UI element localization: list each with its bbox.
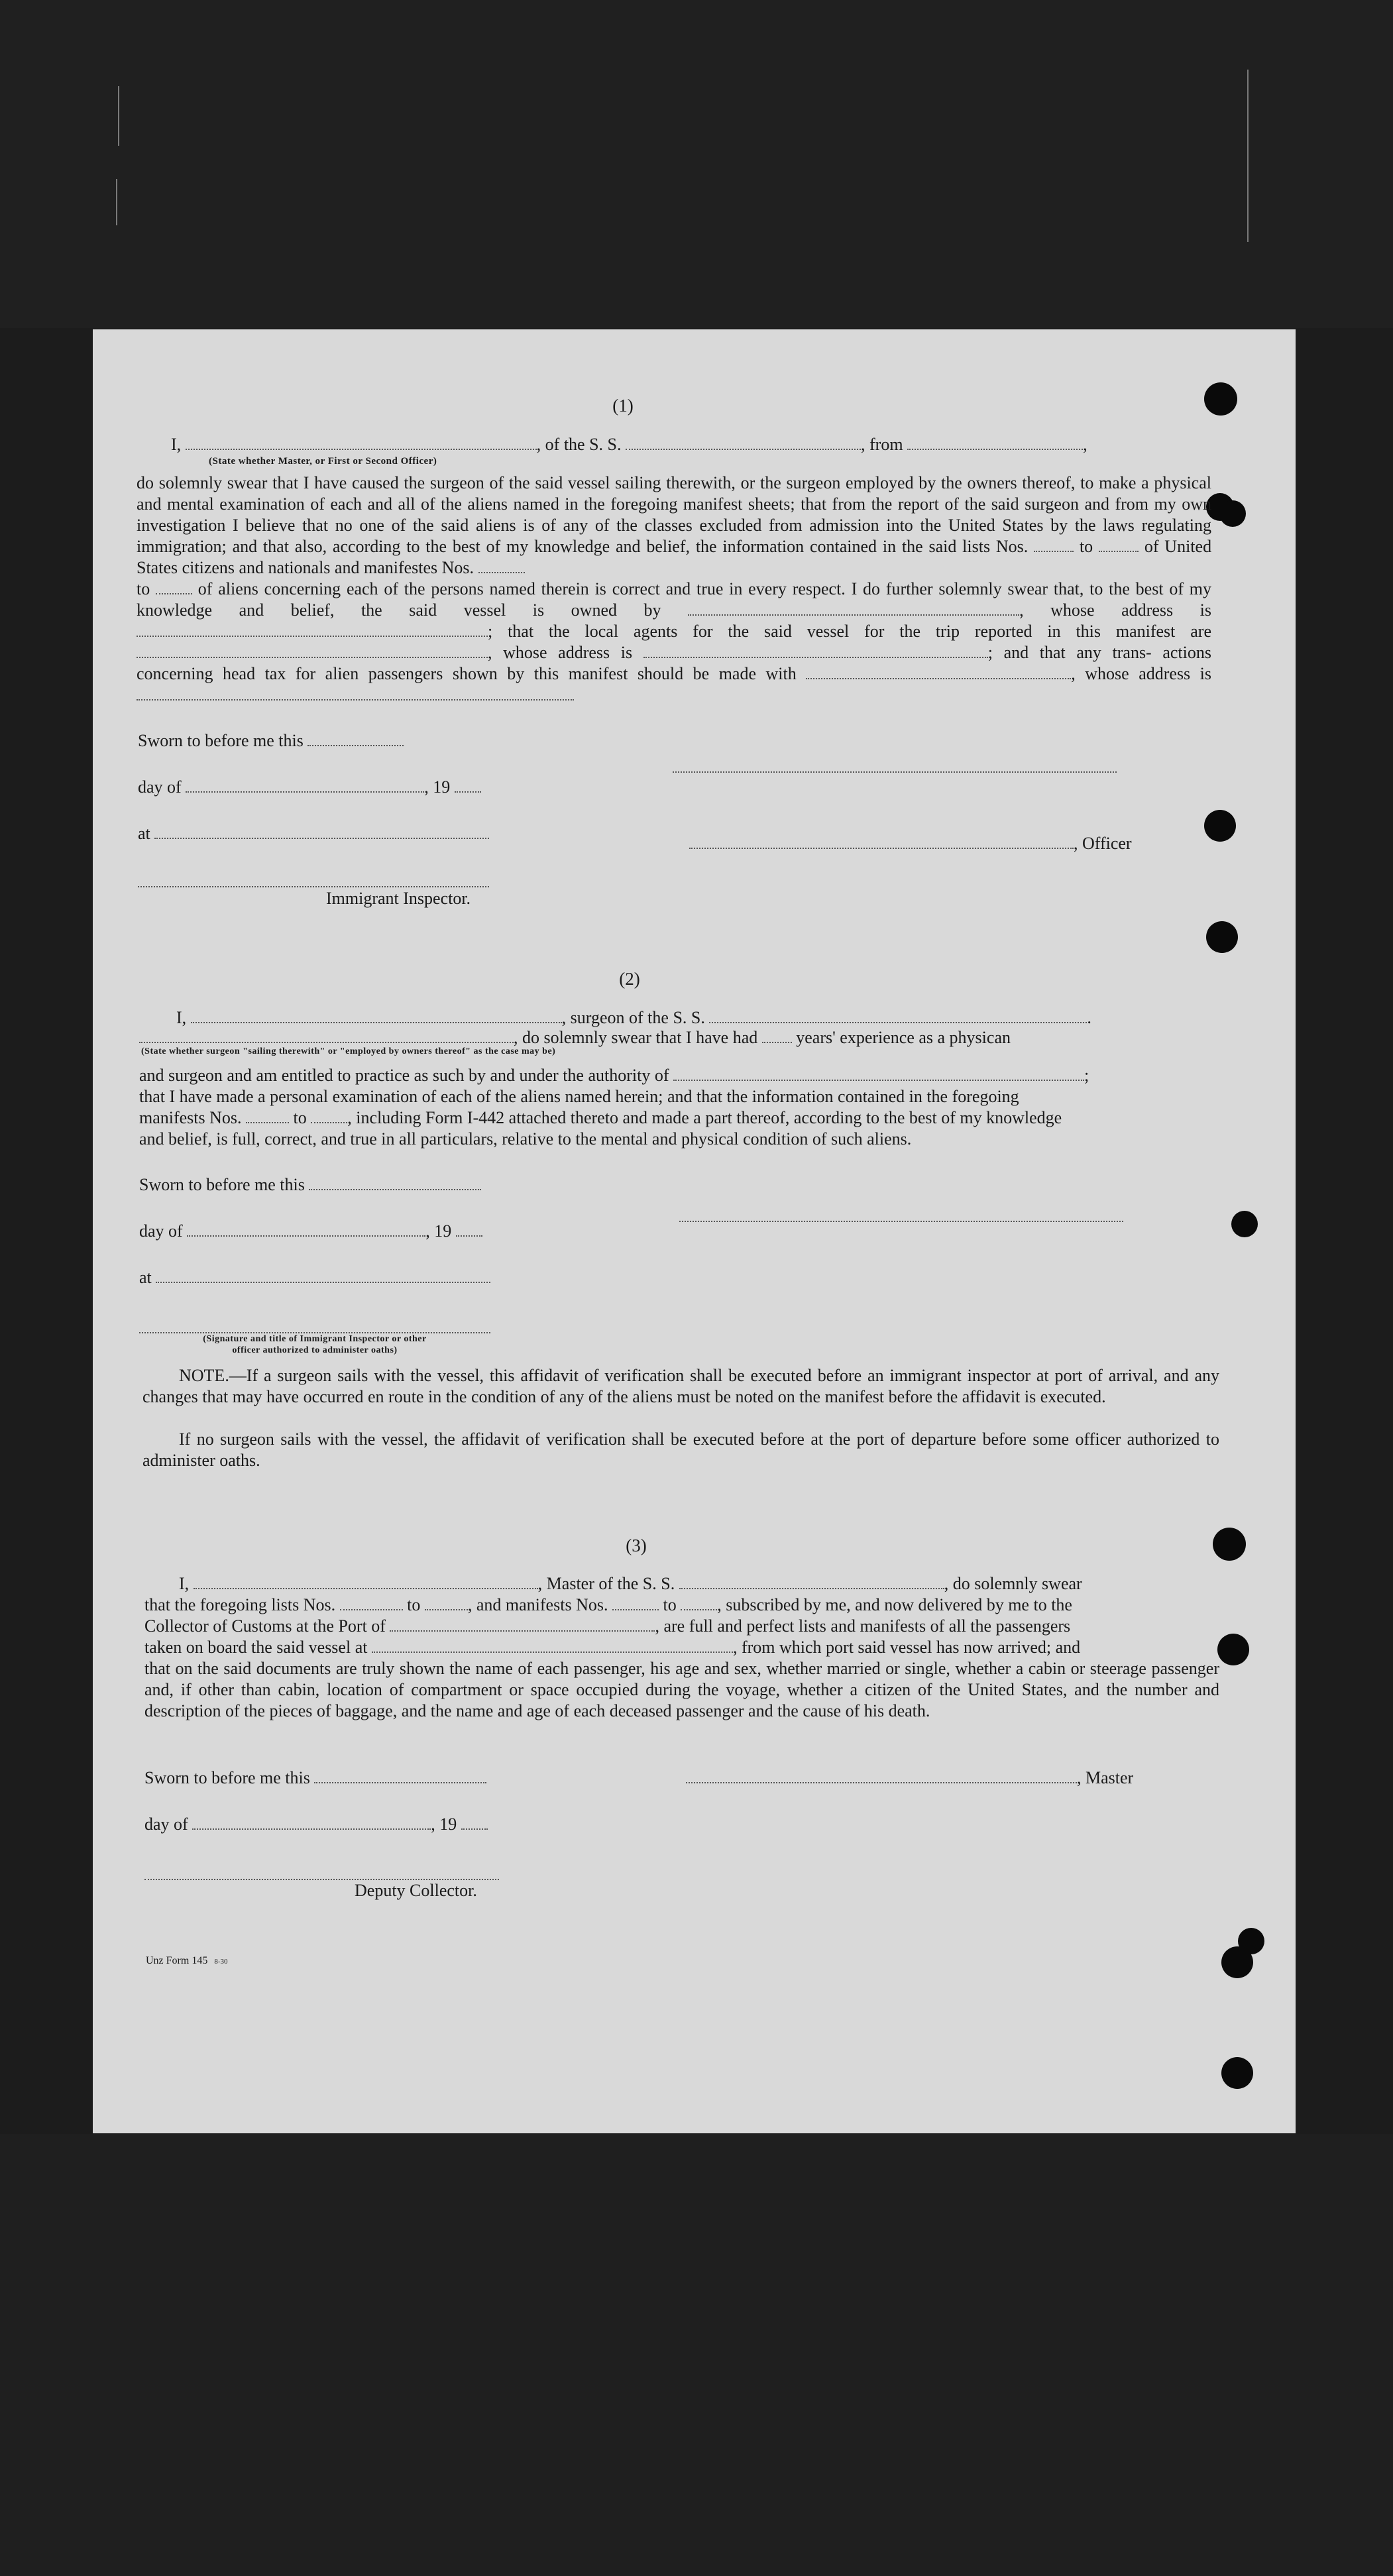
form-label <box>146 1955 228 1967</box>
manifests-to-field[interactable] <box>156 580 192 594</box>
manifests-from-field[interactable] <box>478 559 525 573</box>
section-1-paragraph: do solemnly swear that I have caused the surgeon of the said vessel sailing therewith, or the surgeon employed by the owners thereof, to make a physical and mental examination of each and all of the aliens named in the foregoing manifest sheets; that from the report of the said surgeon and from my own investigation I believe that no one of the said aliens is of any of the classes excluded from admission into the United States by the laws regulating immigration; and that also, according to the best of my knowledge and belief, the information contained in the said lists Nos. to of United States citizens and nationals and manifestes Nos. to of aliens concerning each of the persons named therein is correct and true in every respect. I do further solemnly swear that, to the best of my knowledge and belief, the said vessel is owned by , whose address is ; that the local agents for the said vessel for the trip reported in this manifest are , whose address is ; and that any trans- actions concerning head tax for alien passengers shown by this manifest should be made with , whose address is <box>137 473 1211 706</box>
manifests-to-field[interactable] <box>681 1596 717 1610</box>
at-field[interactable] <box>156 1268 490 1283</box>
day-of-label: day of <box>139 1221 183 1241</box>
note-paragraph-1-text: NOTE.—If a surgeon sails with the vessel, this affidavit of verification shall be executed before an immigrant inspector at port of arrival, and any changes that may have occurred en route in the condition of any of the aliens must be noted on the manifest before the affidavit is executed. <box>142 1366 1219 1406</box>
at-label: at <box>138 824 150 843</box>
at-field[interactable] <box>154 824 489 839</box>
master-label: , Master <box>1077 1768 1134 1787</box>
year-field[interactable] <box>456 1222 482 1237</box>
punch-hole <box>1204 382 1237 416</box>
section-2-sworn <box>139 1174 481 1196</box>
immigrant-inspector-label: Immigrant Inspector. <box>326 889 471 908</box>
head-tax-text: actions concerning head tax for alien passengers shown by this manifest should be made with <box>137 643 1211 683</box>
surgeon-swear-label: , do solemnly swear that I have had <box>514 1028 758 1047</box>
section-1-officer <box>689 833 1132 854</box>
section-3-paragraph <box>144 1658 1219 1722</box>
film-scratch-right <box>1247 70 1249 242</box>
signature-note-line-2: officer authorized to administer oaths) <box>232 1345 398 1355</box>
surgeon-manifests-to-label: to <box>293 1108 307 1127</box>
punch-hole <box>1221 1946 1253 1978</box>
manifests-label: manifests Nos. <box>139 1108 242 1127</box>
sworn-label: Sworn to before me this <box>139 1175 305 1194</box>
section-1-officer-note: (State whether Master, or First or Second Officer) <box>209 456 437 467</box>
lists-to-label: to <box>407 1595 421 1614</box>
owner-address-field[interactable] <box>137 622 488 637</box>
section-3-first-line <box>179 1573 1082 1595</box>
section-2-i: I, <box>176 1008 187 1027</box>
section-1-i: I, <box>171 435 182 454</box>
surgeon-vessel-field[interactable] <box>709 1009 1087 1023</box>
sworn-field[interactable] <box>307 732 404 746</box>
surgeon-capacity-field[interactable] <box>139 1029 514 1043</box>
transactions-tail-text: ; and that any trans- <box>987 643 1152 662</box>
manifests-to-label: to <box>663 1595 677 1614</box>
owned-by-text: to the best of my knowledge and belief, the said vessel is owned by <box>137 579 1211 620</box>
surgeon-name-field[interactable] <box>191 1009 562 1023</box>
section-1-number: (1) <box>612 396 634 416</box>
section-3-collector <box>144 1616 1070 1637</box>
section-3-day-of <box>144 1814 488 1835</box>
at-label: at <box>139 1268 152 1287</box>
surgeon-manifests-to-field[interactable] <box>311 1109 347 1123</box>
full-lists-text: , are full and perfect lists and manifests of all the passengers <box>655 1616 1071 1636</box>
deputy-collector-label: Deputy Collector. <box>355 1881 477 1900</box>
section-1-sworn <box>138 730 404 752</box>
manifests-from-field[interactable] <box>612 1596 659 1610</box>
officer-label: , Officer <box>1074 834 1132 853</box>
citizen-lists-from-field[interactable] <box>1034 537 1074 552</box>
surgeon-manifests-from-field[interactable] <box>246 1109 289 1123</box>
head-tax-address-label: whose address is <box>1085 664 1212 683</box>
year-label: , 19 <box>431 1815 457 1834</box>
punch-hole <box>1217 1634 1249 1665</box>
section-2-examination: that I have made a personal examination of each of the aliens named herein; and that the information contained in the foregoing <box>139 1087 1019 1106</box>
inspector-signature-line[interactable] <box>138 886 489 887</box>
year-label: , 19 <box>425 1221 452 1241</box>
master-signature-field[interactable] <box>686 1769 1077 1783</box>
section-1-first-line: I, , of the S. S. , from , <box>171 435 1087 454</box>
head-tax-address-field[interactable] <box>137 686 574 700</box>
authority-text: and surgeon and am entitled to practice as such by and under the authority of <box>139 1066 669 1085</box>
master-name-field[interactable] <box>194 1575 538 1589</box>
section-2-number: (2) <box>619 969 640 989</box>
signature-note-line-1: (Signature and title of Immigrant Inspector or other <box>203 1334 427 1344</box>
section-3-lists <box>144 1595 1072 1616</box>
day-of-field[interactable] <box>187 1222 425 1237</box>
section-3-taken <box>144 1637 1080 1658</box>
note-paragraph-1 <box>142 1365 1219 1408</box>
note-paragraph-2 <box>142 1429 1219 1471</box>
head-tax-party-field[interactable] <box>806 665 1071 679</box>
punch-hole <box>1219 500 1246 527</box>
day-of-label: day of <box>144 1815 188 1834</box>
section-1-day-of <box>138 777 481 798</box>
day-of-field[interactable] <box>192 1815 431 1830</box>
lists-to-field[interactable] <box>425 1596 468 1610</box>
section-3-number: (3) <box>626 1536 647 1555</box>
section-3-sworn <box>144 1767 486 1789</box>
from-port-field[interactable] <box>907 435 1083 450</box>
scan-background-top <box>0 0 1393 328</box>
collector-text: Collector of Customs at the Port of <box>144 1616 386 1636</box>
section-2-belief: and belief, is full, correct, and true in all particulars, relative to the mental and physical condition of such aliens. <box>139 1129 912 1148</box>
sworn-field[interactable] <box>309 1176 481 1190</box>
lists-label: that the foregoing lists Nos. <box>144 1595 336 1614</box>
section-3-master <box>686 1767 1133 1789</box>
punch-hole <box>1231 1211 1258 1237</box>
manifests-tail-text: , including Form I-442 attached thereto and made a part thereof, according to the best of my knowledge <box>347 1108 1062 1127</box>
section-2-surgeon-note: (State whether surgeon "sailing therewith" or "employed by owners thereof" as the case may be) <box>141 1046 556 1056</box>
master-swear-label: , do solemnly swear <box>944 1574 1082 1593</box>
local-agents-field[interactable] <box>137 644 488 658</box>
local-agents-text: ; that the local agents for the said vessel for the trip reported in this manifest are <box>488 622 1211 641</box>
from-label: , from <box>861 435 903 454</box>
years-experience-field[interactable] <box>762 1029 792 1043</box>
film-scratch-left-2 <box>116 179 117 225</box>
vessel-name-field[interactable] <box>626 435 861 450</box>
lists-tail-text: of United States citizens and nationals and manifestes Nos. <box>137 537 1212 577</box>
form-code: 8-30 <box>214 1958 228 1966</box>
officer-name-field[interactable] <box>186 435 537 450</box>
aliens-tail-text: of aliens concerning each of the persons named therein is correct and true in every respect. I do further solemnly swear that, <box>197 579 1084 598</box>
section-2-authority: and surgeon and am entitled to practice as such by and under the authority of ; <box>139 1066 1089 1085</box>
section-2-day-of <box>139 1221 482 1242</box>
film-scratch-left <box>118 86 119 146</box>
years-experience-label: years' experience as a physican <box>796 1028 1011 1047</box>
year-label: , 19 <box>424 777 451 797</box>
aliens-to-label: to <box>137 579 150 598</box>
owner-address-label: , whose address is <box>1019 600 1212 620</box>
master-vessel-field[interactable] <box>679 1575 944 1589</box>
section-3-paragraph-text: that on the said documents are truly shown the name of each passenger, his age and sex, whether married or single, whether a cabin or steerage passenger and, if other than cabin, location of compartment or space occupied during the voyage, whether a citizen of the United States, and the number and description of the pieces of baggage, and the name and age of each deceased passenger and the cause of his death. <box>144 1659 1219 1720</box>
section-2-first-line: I, , surgeon of the S. S. . <box>176 1008 1091 1027</box>
surgeon-of-ss-label: , surgeon of the S. S. <box>561 1008 705 1027</box>
officer-title-field[interactable] <box>689 834 1074 849</box>
master-of-ss-label: , Master of the S. S. <box>537 1574 675 1593</box>
subscribed-text: , subscribed by me, and now delivered by me to the <box>717 1595 1072 1614</box>
day-of-field[interactable] <box>186 778 424 793</box>
scan-background-bottom <box>0 2134 1393 2576</box>
embarkation-port-field[interactable] <box>372 1638 733 1653</box>
punch-hole <box>1204 810 1236 842</box>
section-1-at <box>138 823 489 844</box>
punch-hole <box>1206 921 1238 953</box>
sworn-label: Sworn to before me this <box>144 1768 310 1787</box>
owner-field[interactable] <box>688 601 1019 616</box>
section-2-at <box>139 1267 490 1288</box>
of-ss-label: , of the S. S. <box>536 435 622 454</box>
year-field[interactable] <box>461 1815 488 1830</box>
sworn-field[interactable] <box>314 1769 486 1783</box>
section-2-manifests <box>139 1107 1062 1129</box>
form-number: Unz Form 145 <box>146 1955 208 1966</box>
year-field[interactable] <box>455 778 481 793</box>
section-3-i: I, <box>179 1574 190 1593</box>
sworn-label: Sworn to before me this <box>138 731 304 750</box>
from-port-text: , from which port said vessel has now arrived; and <box>732 1638 1081 1657</box>
day-of-label: day of <box>138 777 182 797</box>
agents-address-field[interactable] <box>643 644 988 658</box>
and-manifests-label: , and manifests Nos. <box>467 1595 608 1614</box>
manifest-verification-form <box>93 329 1296 2133</box>
section-1-officer-signature-line[interactable] <box>673 771 1117 773</box>
agents-address-label: , whose address is <box>488 643 633 662</box>
lists-to-label: to <box>1079 537 1093 556</box>
authority-field[interactable] <box>673 1066 1084 1081</box>
section-1-paragraph-text: do solemnly swear that I have caused the surgeon of the said vessel sailing therewith, or the surgeon employed by the owners thereof, to make a physical and mental examination of each and all of the aliens named in the foregoing manifest sheets; that from the report of the said surgeon and from my own investigation I believe that no one of the said aliens is of any of the classes excluded from admission into the United States by the laws regulating immigration; and that also, according to the best of my knowledge and belief, the information contained in the said lists Nos. <box>137 473 1211 556</box>
port-field[interactable] <box>390 1617 655 1632</box>
surgeon-signature-line[interactable] <box>679 1221 1123 1222</box>
punch-hole <box>1213 1528 1246 1561</box>
taken-on-board-text: taken on board the said vessel at <box>144 1638 368 1657</box>
punch-hole <box>1221 2057 1253 2089</box>
note-paragraph-2-text: If no surgeon sails with the vessel, the affidavit of verification shall be executed before at the port of departure before some officer authorized to administer oaths. <box>142 1429 1219 1470</box>
citizen-lists-to-field[interactable] <box>1099 537 1139 552</box>
lists-from-field[interactable] <box>340 1596 403 1610</box>
